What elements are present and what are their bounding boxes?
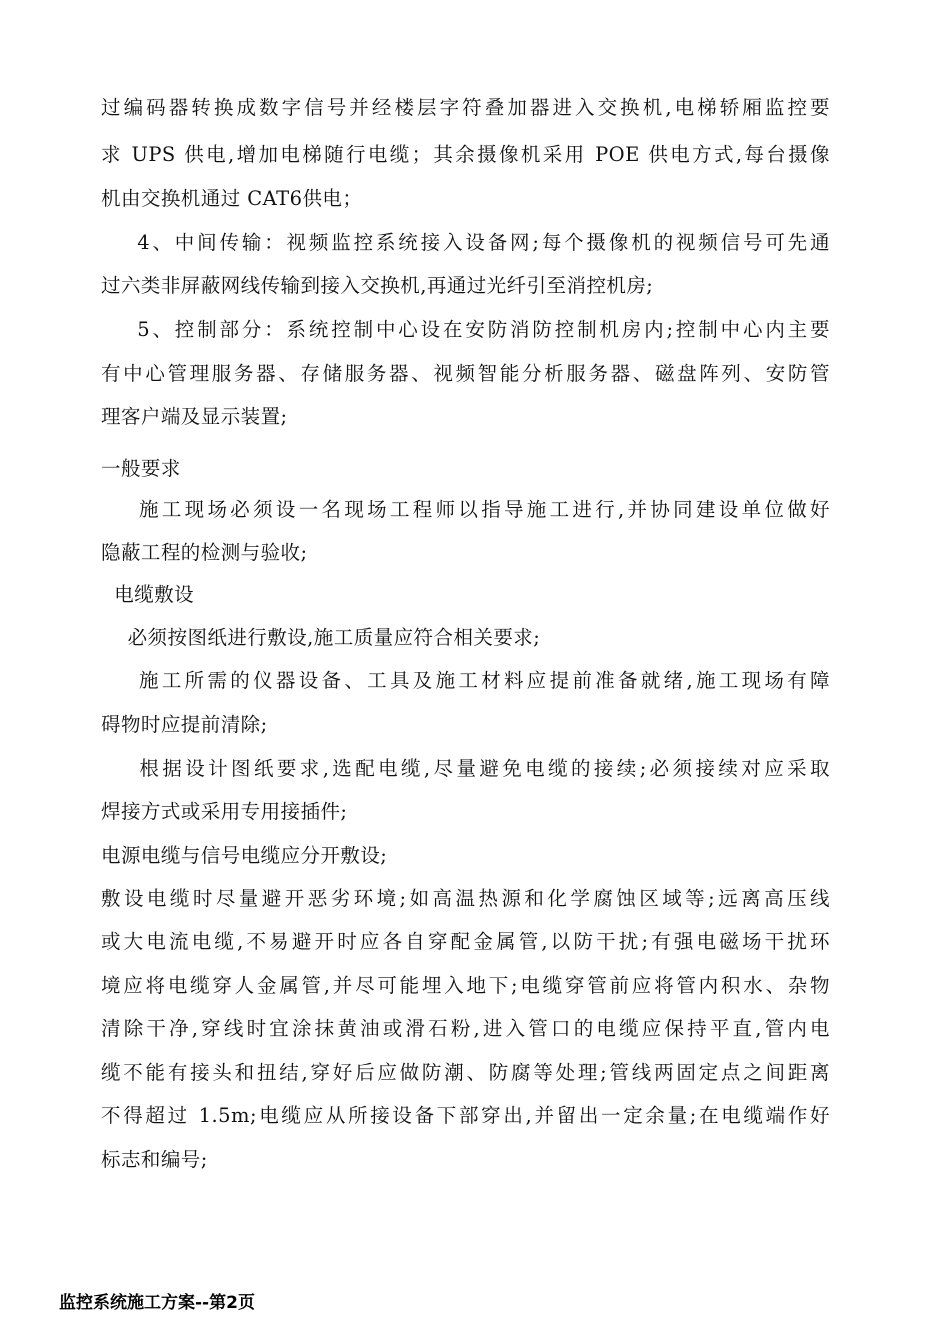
body-line: 焊接方式或采用专用接插件; xyxy=(101,800,348,823)
body-line: 过六类非屏蔽网线传输到接入交换机,再通过光纤引至消控机房; xyxy=(101,274,654,297)
body-line: 根据设计图纸要求,选配电缆,尽量避免电缆的接续;必须接续对应采取 xyxy=(101,757,830,780)
body-line: 碍物时应提前清除; xyxy=(101,713,268,736)
page-footer: 监控系统施工方案--第2页 xyxy=(59,1293,255,1313)
body-line: 境应将电缆穿人金属管,并尽可能埋入地下;电缆穿管前应将管内积水、杂物 xyxy=(101,974,830,997)
body-line: 有中心管理服务器、存储服务器、视频智能分析服务器、磁盘阵列、安防管 xyxy=(101,362,830,385)
body-line: 缆不能有接头和扭结,穿好后应做防潮、防腐等处理;管线两固定点之间距离 xyxy=(101,1061,830,1084)
body-line: 标志和编号; xyxy=(101,1148,208,1171)
body-line: 隐蔽工程的检测与验收; xyxy=(101,541,308,564)
body-line: 清除干净,穿线时宜涂抹黄油或滑石粉,进入管口的电缆应保持平直,管内电 xyxy=(101,1017,830,1040)
section-heading: 一般要求 xyxy=(101,457,181,480)
body-line: 求 UPS 供电,增加电梯随行电缆；其余摄像机采用 POE 供电方式,每台摄像 xyxy=(101,143,830,166)
body-line: 施工现场必须设一名现场工程师以指导施工进行,并协同建设单位做好 xyxy=(101,498,830,521)
body-line: 理客户端及显示装置; xyxy=(101,405,288,428)
section-heading: 电缆敷设 xyxy=(101,583,195,606)
body-line: 机由交换机通过 CAT6供电； xyxy=(101,187,363,210)
body-line: 过编码器转换成数字信号并经楼层字符叠加器进入交换机,电梯轿厢监控要 xyxy=(101,96,830,119)
body-line: 敷设电缆时尽量避开恶劣环境;如高温热源和化学腐蚀区域等;远离高压线 xyxy=(101,887,830,910)
body-line: 电源电缆与信号电缆应分开敷设; xyxy=(101,844,388,867)
body-line: 施工所需的仪器设备、工具及施工材料应提前准备就绪,施工现场有障 xyxy=(101,669,830,692)
body-line: 4、中间传输：视频监控系统接入设备网;每个摄像机的视频信号可先通 xyxy=(101,231,830,254)
body-line: 5、控制部分：系统控制中心设在安防消防控制机房内;控制中心内主要 xyxy=(101,318,830,341)
body-line: 不得超过 1.5m;电缆应从所接设备下部穿出,并留出一定余量;在电缆端作好 xyxy=(101,1104,830,1127)
body-line: 或大电流电缆,不易避开时应各自穿配金属管,以防干扰;有强电磁场干扰环 xyxy=(101,930,830,953)
body-line: 必须按图纸进行敷设,施工质量应符合相关要求; xyxy=(101,626,541,649)
